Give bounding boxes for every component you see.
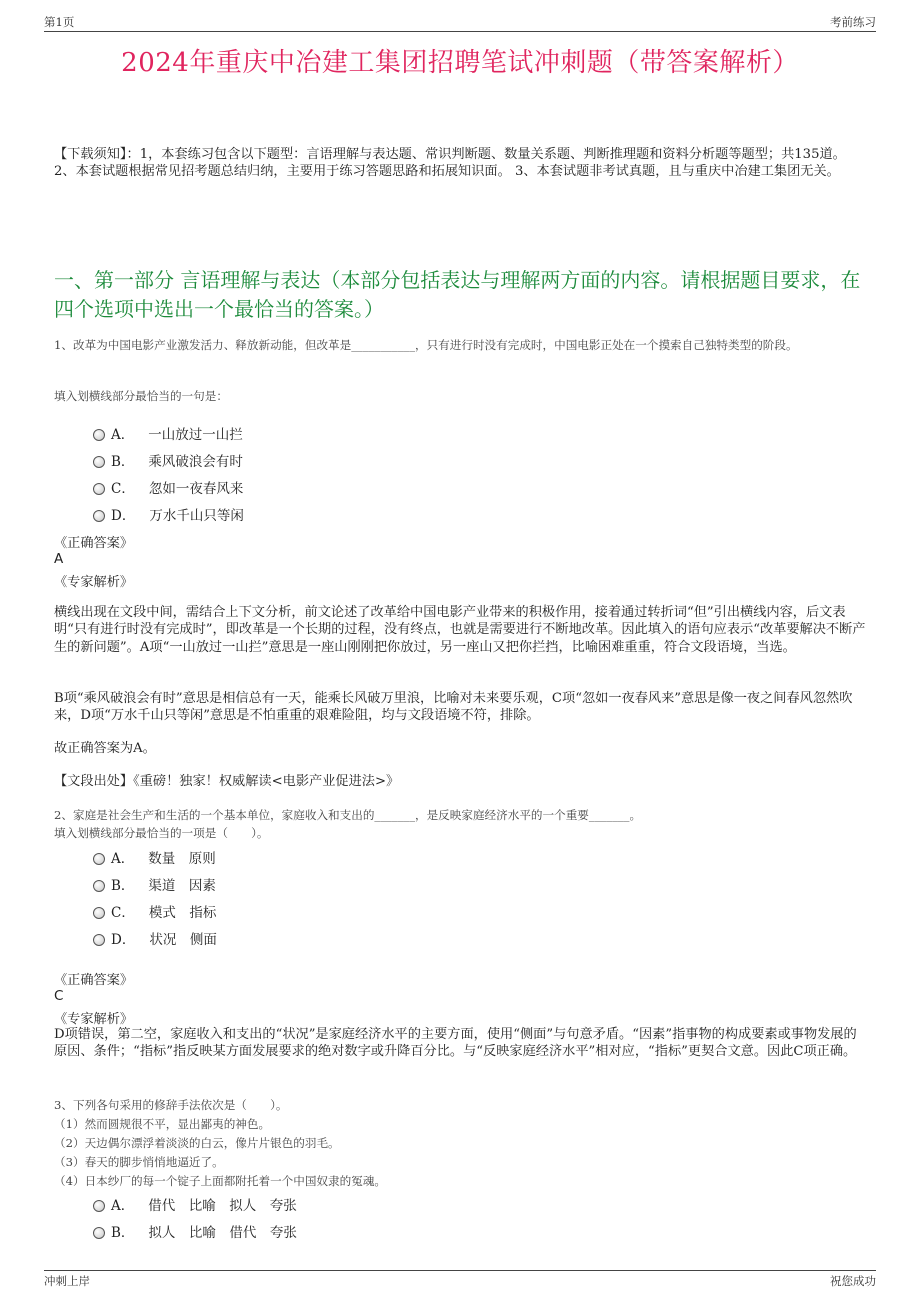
option-label: A． — [111, 851, 135, 867]
q2-option-d[interactable] — [93, 929, 217, 947]
header-divider — [44, 31, 876, 32]
footer-right-label: 祝您成功 — [830, 1274, 876, 1288]
footer-left-label: 冲刺上岸 — [44, 1274, 90, 1288]
option-text: 模式 指标 — [148, 905, 217, 921]
radio-icon[interactable] — [93, 510, 105, 522]
q2-answer: C — [54, 988, 64, 1004]
q3-item: （4）日本纱厂的每一个锭子上面都附托着一个中国奴隶的冤魂。 — [54, 1174, 387, 1188]
option-text: 一山放过一山拦 — [148, 427, 243, 443]
radio-icon[interactable] — [93, 934, 105, 946]
radio-icon[interactable] — [93, 456, 105, 468]
option-label: B． — [111, 878, 135, 894]
q1-option-a[interactable] — [93, 424, 243, 442]
q2-analysis: D项错误，第二空，家庭收入和支出的“状况”是家庭经济水平的主要方面，使用“侧面”与句意矛盾。“因素”指事物的构成要素或事物发展的原因、条件；“指标”指反映某方面发展要求的绝对数字或升降百分比。与“反映家庭经济水平”相对应，“指标”更契合文意。因此C项正确。 — [54, 1027, 857, 1060]
q2-option-a[interactable] — [93, 848, 216, 866]
radio-icon[interactable] — [93, 853, 105, 865]
q2-option-c[interactable] — [93, 902, 216, 920]
header-label: 考前练习 — [830, 15, 876, 29]
option-label: B． — [111, 1225, 135, 1241]
page-number: 第1页 — [44, 15, 75, 29]
question-2-prompt: 填入划横线部分最恰当的一项是（ ）。 — [54, 826, 269, 840]
q2-option-b[interactable] — [93, 875, 216, 893]
option-label: D． — [111, 508, 136, 524]
q1-analysis-heading: 《专家解析》 — [54, 575, 134, 590]
q3-option-b[interactable] — [93, 1222, 297, 1240]
option-text: 拟人 比喻 借代 夸张 — [148, 1225, 297, 1241]
radio-icon[interactable] — [93, 1200, 105, 1212]
option-text: 渠道 因素 — [148, 878, 216, 894]
option-label: A． — [111, 427, 135, 443]
option-text: 数量 原则 — [148, 851, 216, 867]
q1-answer-heading: 《正确答案》 — [54, 536, 134, 551]
question-3-stem: 3、下列各句采用的修辞手法依次是（ ）。 — [54, 1098, 288, 1112]
radio-icon[interactable] — [93, 880, 105, 892]
section-heading: 一、第一部分 言语理解与表达（本部分包括表达与理解两方面的内容。请根据题目要求，在四个选项中选出一个最恰当的答案。） — [54, 268, 861, 321]
question-1-prompt: 填入划横线部分最恰当的一句是： — [54, 389, 228, 403]
radio-icon[interactable] — [93, 1227, 105, 1239]
q3-item: （2）天边偶尔漂浮着淡淡的白云，像片片银色的羽毛。 — [54, 1136, 340, 1150]
q1-answer: A — [54, 551, 64, 567]
q2-analysis-heading: 《专家解析》 — [54, 1012, 134, 1027]
q2-answer-heading: 《正确答案》 — [54, 973, 134, 988]
question-2-stem: 2、家庭是社会生产和生活的一个基本单位，家庭收入和支出的_______，是反映家庭经济水平的一个重要_______。 — [54, 808, 642, 822]
option-label: A． — [111, 1198, 135, 1214]
q3-item: （1）然而圆规很不平，显出鄙夷的神色。 — [54, 1117, 271, 1131]
option-text: 状况 侧面 — [149, 932, 217, 948]
option-label: C． — [111, 481, 135, 497]
option-text: 万水千山只等闲 — [149, 508, 244, 524]
option-label: C． — [111, 905, 135, 921]
q3-item: （3）春天的脚步悄悄地逼近了。 — [54, 1155, 224, 1169]
q1-option-b[interactable] — [93, 451, 243, 469]
q1-option-c[interactable] — [93, 478, 243, 496]
download-notice: 【下载须知】：1，本套练习包含以下题型：言语理解与表达题、常识判断题、数量关系题、判断推理题和资料分析题等题型；共135道。 2、本套试题根据常见招考题总结归纳，主要用于练习答题思路和拓展知识面。 3、本套试题非考试真题，且与重庆中冶建工集团无关。 — [54, 147, 846, 179]
q1-option-d[interactable] — [93, 505, 244, 523]
q1-analysis-paragraph-2: B项“乘风破浪会有时”意思是相信总有一天，能乘长风破万里浪，比喻对未来要乐观，C项“忽如一夜春风来”意思是像一夜之间春风忽然吹来，D项“万水千山只等闲”意思是不怕重重的艰难险阻，均与文段语境不符，排除。 — [54, 691, 853, 724]
q1-analysis-paragraph-1: 横线出现在文段中间，需结合上下文分析，前文论述了改革给中国电影产业带来的积极作用，接着通过转折词“但”引出横线内容，后文表明“只有进行时没有完成时”，即改革是一个长期的过程，没有终点，也就是需要进行不断地改革。因此填入的语句应表示“改革要解决不断产生的新问题”。A项“一山放过一山拦”意思是一座山刚刚把你放过，另一座山又把你拦挡，比喻困难重重，符合文段语境，当选。 — [54, 605, 866, 655]
question-1-stem: 1、改革为中国电影产业激发活力、释放新动能，但改革是___________，只有进行时没有完成时，中国电影正处在一个摸索自己独特类型的阶段。 — [54, 338, 798, 352]
option-text: 忽如一夜春风来 — [148, 481, 244, 497]
option-text: 乘风破浪会有时 — [148, 454, 243, 470]
option-label: B． — [111, 454, 135, 470]
radio-icon[interactable] — [93, 429, 105, 441]
radio-icon[interactable] — [93, 483, 105, 495]
q1-conclusion: 故正确答案为A。 — [54, 741, 156, 756]
footer-divider — [44, 1270, 876, 1271]
option-label: D． — [111, 932, 136, 948]
q1-source: 【文段出处】《重磅！独家！权威解读<电影产业促进法>》 — [54, 774, 400, 789]
option-text: 借代 比喻 拟人 夸张 — [148, 1198, 297, 1214]
q3-option-a[interactable] — [93, 1195, 297, 1213]
radio-icon[interactable] — [93, 907, 105, 919]
document-title: 2024年重庆中冶建工集团招聘笔试冲刺题（带答案解析） — [121, 48, 799, 78]
